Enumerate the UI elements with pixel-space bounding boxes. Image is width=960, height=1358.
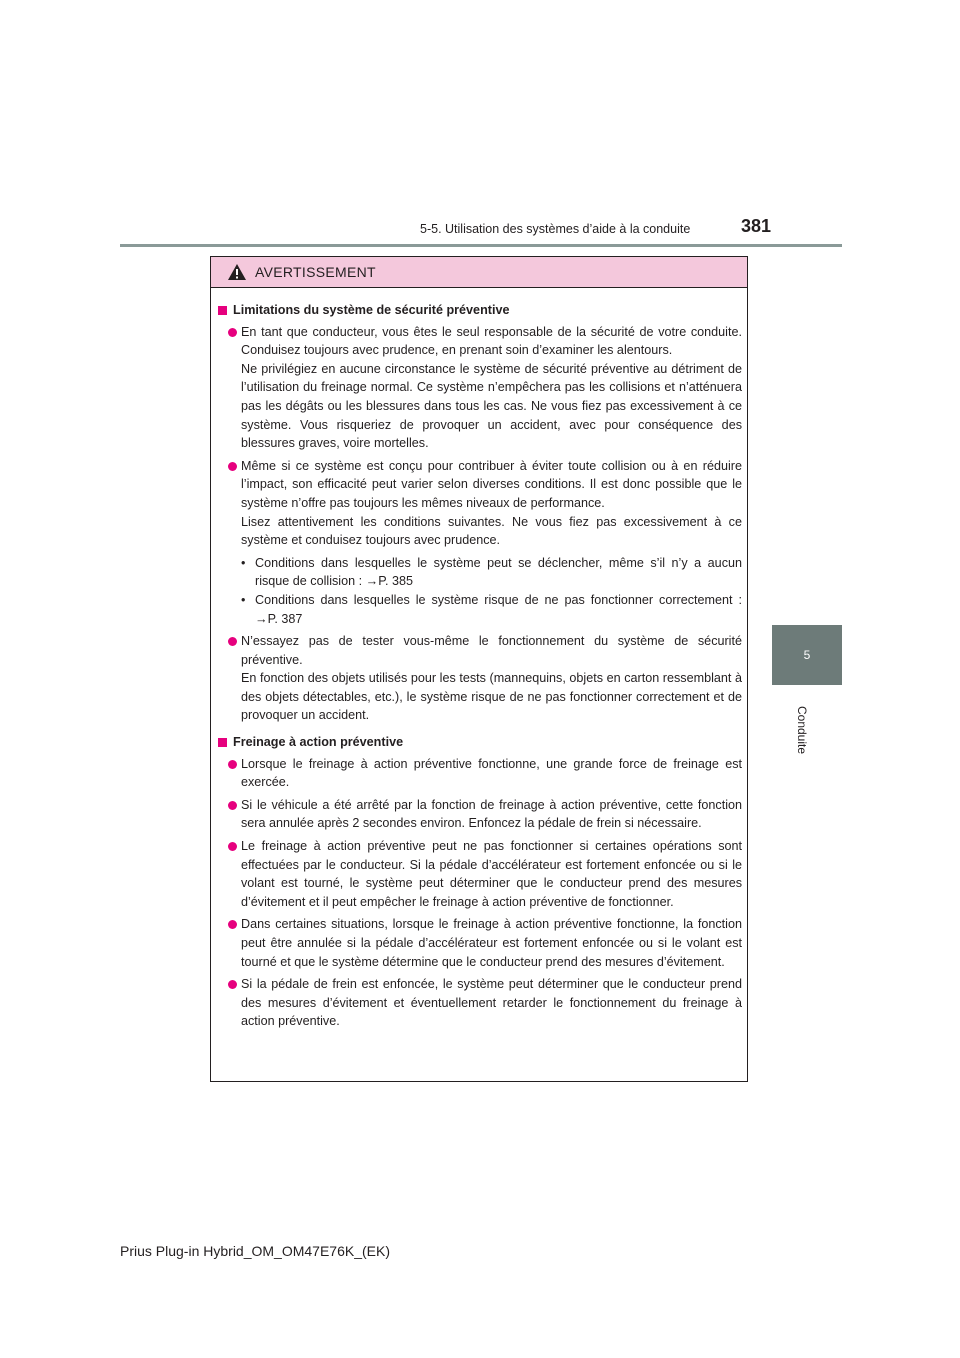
paragraph: En tant que conducteur, vous êtes le seul responsable de la sécurité de votre conduite. Conduisez toujours avec prudence, en prenant soin d’examiner les alentours. (241, 324, 742, 358)
list-item (218, 915, 742, 971)
circle-bullet-icon (228, 920, 237, 929)
paragraph: Lisez attentivement les conditions suivantes. Ne vous fiez pas excessivement à ce système et conduisez toujours avec prudence. (241, 514, 742, 548)
footer-model-id: Prius Plug-in Hybrid_OM_OM47E76K_(EK) (120, 1243, 390, 1259)
warning-header (211, 257, 747, 288)
sub-item-text: Conditions dans lesquelles le système risque de ne pas fonctionner correctement : (255, 592, 742, 607)
section-title-text: Freinage à action préventive (233, 735, 404, 750)
circle-bullet-icon (228, 462, 237, 471)
page-reference-link[interactable]: →P. 387 (255, 611, 303, 626)
chapter-number: 5 (803, 648, 811, 662)
page-number: 381 (741, 216, 772, 236)
sub-list-item (218, 591, 742, 628)
paragraph: En fonction des objets utilisés pour les tests (mannequins, objets en carton ressemblant à des objets détectables, etc.), le système risque de ne pas fonctionner correctement et de provoquer un accident. (241, 671, 742, 723)
circle-bullet-icon (228, 980, 237, 989)
square-bullet-icon (218, 738, 227, 747)
sub-bullet-mark: • (241, 555, 246, 570)
list-item (218, 457, 742, 550)
circle-bullet-icon (228, 842, 237, 851)
list-item (218, 755, 742, 792)
paragraph: Si le véhicule a été arrêté par la fonction de freinage à action préventive, cette fonction sera annulée après 2 secondes environ. Enfoncez la pédale de frein si nécessaire. (241, 797, 742, 831)
list-item (218, 837, 742, 911)
warning-title: AVERTISSEMENT (255, 264, 376, 280)
square-bullet-icon (218, 306, 227, 315)
paragraph: Le freinage à action préventive peut ne pas fonctionner si certaines opérations sont effectuées par le conducteur. Si la pédale d’accélérateur est fortement enfoncée ou si le volant est tourné, le système peut déterminer que le conducteur prend des mesures d’évitement et il peut empêcher le freinage à action préventive de fonctionner. (241, 839, 742, 909)
warning-box (210, 256, 748, 1082)
paragraph: Dans certaines situations, lorsque le freinage à action préventive fonctionne, la fonction peut être annulée si la pédale d’accélérateur est fortement enfoncée ou si le volant est tourné et que le système détermine que le conducteur prend des mesures d’évitement. (241, 917, 742, 969)
header-divider (120, 244, 842, 247)
section-title-limitations (218, 301, 742, 320)
list-item (218, 632, 742, 725)
paragraph: N’essayez pas de tester vous-même le fonctionnement du système de sécurité préventive. (241, 634, 742, 667)
section-title-text: Limitations du système de sécurité préventive (233, 303, 510, 317)
sub-item-text: Conditions dans lesquelles le système peut se déclencher, même s’il n’y a aucun risque de collision : (255, 555, 742, 589)
warning-triangle-icon (227, 263, 247, 281)
paragraph: Ne privilégiez en aucune circonstance le système de sécurité préventive au détriment de l’utilisation du freinage normal. Ce système n’empêchera pas les collisions et n’atténuera pas les dégâts ou les blessures dans tous les cas. Ne vous fiez pas excessivement à ce système. Vous risqueriez de provoquer un accident, avec pour conséquence des blessures graves, voire mortelles. (241, 361, 742, 451)
circle-bullet-icon (228, 637, 237, 646)
chapter-label: Conduite (795, 705, 810, 755)
paragraph: Lorsque le freinage à action préventive fonctionne, une grande force de freinage est exercée. (241, 756, 742, 790)
paragraph: Si la pédale de frein est enfoncée, le système peut déterminer que le conducteur prend des mesures d’évitement et éventuellement retarder le fonctionnement du freinage à action préventive. (241, 977, 742, 1029)
list-item (218, 323, 742, 453)
sub-bullet-mark: • (241, 592, 246, 607)
sub-list-item (218, 554, 742, 591)
warning-body (211, 288, 747, 1031)
list-item (218, 796, 742, 833)
section-title-preventive-braking (218, 733, 742, 752)
header-section-title: 5-5. Utilisation des systèmes d’aide à la conduite (420, 222, 691, 236)
circle-bullet-icon (228, 760, 237, 769)
chapter-label-container (782, 700, 822, 760)
chapter-tab[interactable] (772, 625, 842, 685)
list-item (218, 975, 742, 1031)
circle-bullet-icon (228, 801, 237, 810)
page-reference-link[interactable]: →P. 385 (365, 574, 413, 589)
paragraph: Même si ce système est conçu pour contribuer à éviter toute collision ou à en réduire l’impact, son efficacité peut varier selon diverses conditions. Il est donc possible que le système n’offre pas toujours les mêmes niveaux de performance. (241, 458, 742, 510)
circle-bullet-icon (228, 328, 237, 337)
